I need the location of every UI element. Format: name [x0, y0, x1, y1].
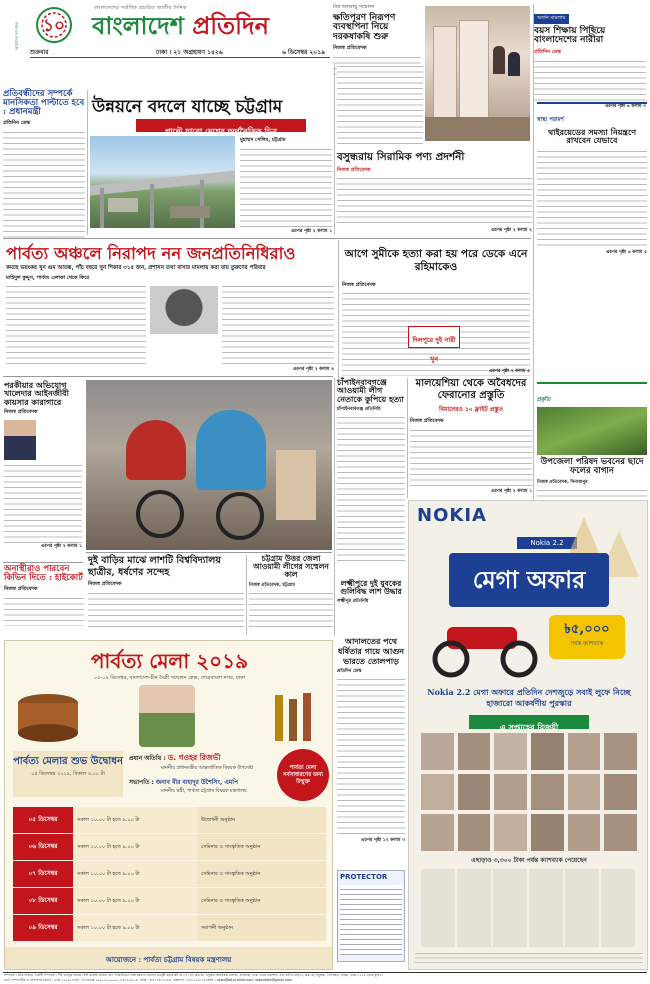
schedule-time: সকাল ১০.০০ টা হতে ৯.০০ টা: [73, 861, 197, 887]
nokia-slogan: Nokia 2.2 মেগা অফারে প্রতিদিন দেশজুড়ে সবাই লুফে নিচ্ছে হাজারো আকর্ষণীয় পুরস্কার: [427, 687, 631, 708]
university-body: [88, 591, 244, 631]
chair-name: জনাব বীর বাহাদুর উশৈসিং, এমপি: [155, 779, 239, 786]
lakshmipur-byline: লক্ষ্মীপুর প্রতিনিধি: [337, 598, 369, 604]
nokia-fineprint: [415, 951, 643, 965]
anonymous-body: [4, 596, 84, 626]
climate-byline: নিজস্ব প্রতিবেদক: [333, 45, 367, 52]
nokia-model: Nokia 2.2: [517, 537, 577, 549]
health-section-label: স্বাস্থ্য পরামর্শ: [537, 117, 564, 123]
schedule-row: [13, 915, 326, 941]
winner-photo: [568, 774, 601, 811]
lead-subhead: [136, 119, 306, 136]
fair-left-title: পার্বত্য মেলার শুভ উদ্বোধন: [13, 756, 123, 767]
lead-body: [240, 147, 332, 227]
fair-ad-pm-photo: [139, 685, 195, 747]
ceramic-body: [337, 176, 532, 226]
upazila-photo: [537, 407, 647, 455]
schedule-time: সকাল ১০.০০ টা হতে ৯.০০ টা: [73, 807, 197, 833]
chapai-byline: চাঁপাইনবাবগঞ্জ প্রতিনিধি: [337, 407, 381, 413]
winner-photo: [458, 733, 491, 770]
newspaper-name-main: বাংলাদেশ: [92, 11, 193, 40]
chapai-body: [337, 415, 405, 565]
hill-body-left: [6, 284, 146, 364]
climate-tag: বিশ্ব জলবায়ু সম্মেলন: [333, 4, 375, 10]
schedule-event: সেমিনার ও সাংস্কৃতিক অনুষ্ঠান: [197, 888, 326, 914]
fair-open-badge: [277, 749, 329, 801]
right-top-cont: এরপর পৃষ্ঠা ৬ কলাম ৩: [604, 103, 646, 109]
right-top-tag: অর্জন মামলায়: [534, 14, 569, 24]
khaleda-photo: [4, 420, 36, 460]
lakshmipur-headline[interactable]: লক্ষ্মীপুরে দুই যুবকের গুলিবিদ্ধ লাশ উদ্ধার: [340, 579, 402, 596]
ceramic-cont: এরপর পৃষ্ঠা ২ কলাম ২: [490, 228, 532, 233]
nokia-ad[interactable]: [408, 500, 648, 970]
court-body: [337, 677, 405, 837]
ctg-north-body: [249, 591, 333, 631]
ctg-north-block: [249, 555, 333, 635]
lead-cont: এরপর পৃষ্ঠা ২ কলাম ১: [290, 229, 332, 234]
malaysia-block: [410, 378, 532, 498]
anonymous-headline[interactable]: অনাস্থীরাও পারবেন কিভিন দিতে : হাইকোর্ট: [4, 564, 83, 583]
chair-label: সভাপতি :: [129, 779, 154, 786]
motorbike-icon: [427, 609, 547, 679]
fair-ad-venue: ০৫-০৯ ডিসেম্বর, বাংলাদেশ-চীন মৈত্রী সম্মেলন কেন্দ্র, শেরেবাংলা নগর, ঢাকা: [93, 675, 246, 681]
lakshmipur-block: [337, 580, 405, 636]
court-block: [337, 636, 405, 866]
fair-schedule: [13, 807, 326, 943]
climate-headline[interactable]: ক্ষতিপূরণ নিরূপণ ব্যবস্থাপনা নিয়ে দরকষাকষি শুরু: [333, 13, 396, 42]
dateline: ঢাকা । ২১ অগ্রহায়ণ ১৪২৬: [156, 49, 223, 56]
health-cont: এরপর পৃষ্ঠা ৬ কলাম ৫: [605, 249, 647, 255]
nokia-cashback-badge: [549, 615, 625, 659]
fair-ad[interactable]: [4, 640, 333, 970]
weekday: শুক্রবার: [30, 49, 49, 56]
nokia-winners-grid: [421, 733, 637, 851]
winner-photo: [458, 814, 491, 851]
sumi-headline[interactable]: আগে সুমীকে হত্যা করা হয় পরে ডেকে এনে রহিমাকেও: [344, 248, 528, 273]
winner-photo: [421, 814, 454, 851]
right-top-box: [534, 4, 646, 109]
chair-role: মাননীয় মন্ত্রী, পার্বত্য চট্টগ্রাম বিষয়ক মন্ত্রণালয়: [161, 789, 247, 794]
winner-photo: [531, 774, 564, 811]
fair-ad-title: পার্বত্য মেলা ২০১৯: [90, 649, 249, 673]
khaleda-block: [4, 381, 82, 561]
anniversary-badge: [30, 6, 78, 44]
schedule-event: সেমিনার ও সাংস্কৃতিক অনুষ্ঠান: [197, 834, 326, 860]
nokia-offer-banner: [449, 553, 609, 607]
hill-byline: মাহিদুল কুদ্দুস, পার্বত্য এলাকা থেকে ফিরে: [6, 275, 90, 281]
nokia-note: এছাড়াও ৩,৩০০ টাকা পর্যন্ত ক্যাশব্যাক পেয়েছেন: [471, 857, 587, 864]
university-block: [88, 555, 244, 635]
ceramic-photo: [425, 6, 530, 141]
university-byline: নিজস্ব প্রতিবেদক: [88, 581, 122, 587]
upazila-section: [537, 382, 647, 405]
ctg-photo: [90, 136, 235, 228]
masthead-rule: [30, 57, 330, 58]
protector-label: PROTECTOR: [340, 873, 388, 881]
khaleda-body: [4, 463, 82, 543]
chief-guest-label: প্রধান অতিথি :: [129, 755, 166, 762]
khaleda-headline[interactable]: পরকীয়ার অভিযোগ খালেদার আইনজীবী কায়সার কারাগারে: [4, 380, 69, 407]
health-body: [537, 149, 647, 249]
instruments-icon: [267, 691, 327, 745]
fair-left-panel: [13, 751, 123, 797]
winner-photo: [568, 733, 601, 770]
date-right: ৬ ডিসেম্বর ২০১৯: [281, 49, 325, 56]
protector-table: [340, 885, 402, 955]
hill-body-right: [222, 284, 334, 364]
court-cont: এরপর পৃষ্ঠা ১২ কলাম ৩: [360, 838, 405, 843]
winner-photo: [604, 774, 637, 811]
winner-photo: [458, 774, 491, 811]
health-headline[interactable]: থাইরয়েডের সমস্যা নিয়ন্ত্রণে রাখবেন যেভাবে: [547, 127, 637, 146]
court-byline: প্রতিদিন ডেস্ক: [337, 669, 362, 674]
anniversary-number: ১০: [42, 16, 66, 36]
hill-headline[interactable]: পার্বত্য অঞ্চলে নিরাপদ নন জনপ্রতিনিধিরাও: [6, 244, 296, 263]
imprint-line-1: সম্পাদক : নঈম নিজাম, নির্বাহী সম্পাদক : পীর হাবিবুর রহমান। ইস্ট ওয়েস্ট মিডিয়া গ্রুপ লিমিটেডের পক্ষে ময়নাল হোসেন চৌধুরী কর্তৃক প্লট নং-৩৭১/এ, ব্লক-ডি, বসুন্ধরা আবাসিক এলাকা, বারিধারা, ঢাকা থেকে প্রকাশিত এবং প্লট নং-সি/৫২, ব্লক-কে, বসুন্ধরা, খিলক্ষেত, বাড্ডা, ঢাকা-১২২৯ থেকে মুদ্রিত।: [4, 973, 383, 977]
fair-open-badge-text: পার্বত্য মেলা সর্বসাধারণের জন্য উন্মুক্ত: [283, 764, 323, 785]
anonymous-block: [4, 565, 84, 645]
khaleda-byline: নিজস্ব প্রতিবেদক: [4, 409, 38, 416]
schedule-row: [13, 888, 326, 914]
schedule-event: উদ্বোধনী অনুষ্ঠান: [197, 807, 326, 833]
protector-ad[interactable]: [337, 870, 405, 962]
fair-ad-footer: [5, 947, 332, 969]
ceramic-byline: নিজস্ব প্রতিবেদক: [337, 167, 371, 173]
schedule-row: [13, 807, 326, 833]
ctg-north-byline: নিজস্ব প্রতিবেদক, চট্টগ্রাম: [249, 582, 295, 588]
climate-box: [333, 4, 421, 62]
sumi-cont: এরপর পৃষ্ঠা ২ কলাম ৫: [488, 369, 530, 374]
ceramic-headline[interactable]: বসুন্ধরায় সিরামিক পণ্য প্রদর্শনী: [337, 151, 465, 163]
university-headline[interactable]: দুই বাড়ির মাঝে লাশটি বিশ্ববিদ্যালয় ছাত্রীর, ধর্ষণের সন্দেহ: [88, 555, 221, 578]
malaysia-headline[interactable]: মালয়েশিয়া থেকে অবৈধদের ফেরানোর প্রস্তুতি: [415, 378, 527, 401]
winner-photo: [421, 733, 454, 770]
upazila-section-label: প্রকৃতি: [537, 397, 551, 403]
pm-byline: প্রতিদিন ডেস্ক: [3, 119, 31, 126]
schedule-time: সকাল ১০.০০ টা হতে ৯.০০ টা: [73, 915, 197, 941]
nokia-cashback-label: পর্যন্ত ক্যাশব্যাক: [570, 641, 604, 647]
lead-subhead-text: পাল্টে যাবো দেশের অর্থনৈতিক চিত্র: [164, 126, 278, 136]
schedule-day: ০৭ ডিসেম্বর: [13, 861, 73, 887]
chapai-headline[interactable]: চাঁপাইনবাবগঞ্জে আওয়ামী লীগ নেতাকে কুপিয়ে হত্যা: [337, 377, 404, 404]
winner-photo: [604, 733, 637, 770]
malaysia-byline: নিজস্ব প্রতিবেদক: [410, 418, 444, 424]
nokia-offer-text: মেগা অফার: [472, 565, 586, 594]
court-headline[interactable]: আদালতের পথে ধর্ষিতার গায়ে আগুন ভারতে তোলপাড়: [337, 636, 405, 666]
nokia-winners-title: [469, 715, 589, 732]
fair-left-date: ০৫ ডিসেম্বর ২০১৯, বিকাল ৩.০০ টা: [31, 771, 105, 777]
sumi-box-text: দিলপুরে দুই নারী খুন: [412, 336, 456, 363]
sumi-byline: নিজস্ব প্রতিবেদক: [342, 282, 376, 288]
schedule-time: সকাল ১০.০০ টা হতে ৯.০০ টা: [73, 888, 197, 914]
schedule-day: ০৮ ডিসেম্বর: [13, 888, 73, 914]
hill-inset-photo: [150, 286, 218, 334]
schedule-day: ০৬ ডিসেম্বর: [13, 834, 73, 860]
pm-story: [3, 90, 85, 236]
newspaper-name-accent: প্রতিদিন: [192, 11, 269, 40]
sumi-box: [408, 326, 460, 363]
anniversary-caption: আমাদের দশ বছর: [14, 22, 19, 50]
newspaper-name: [92, 12, 312, 42]
nokia-cashback-amount: ৳৫,০০০: [564, 622, 610, 637]
malaysia-body: [410, 428, 532, 488]
fair-guest-panel: [129, 753, 274, 803]
chief-guest-name: ড. গওহর রিজভী: [167, 753, 221, 762]
hill-sub: কমছে ভয়ংকর খুন গুম আতঙ্ক, পাঁচ বছরে খুন শিকার ৩১৫ জন, প্রশাসন তথা বাসার মামলায় করা যায় তুরুণের পরিবার: [6, 265, 266, 271]
winner-photo: [494, 774, 527, 811]
lead-byline: মুহাম্মদ সেলিম, চট্টগ্রাম: [240, 137, 286, 143]
right-top-headline[interactable]: বয়স শিক্ষায় পিছিয়ে বাংলাদেশের নারীরা: [534, 26, 606, 46]
schedule-day: ০৫ ডিসেম্বর: [13, 807, 73, 833]
drum-icon: [13, 691, 83, 745]
rickshaw-photo: [86, 380, 332, 550]
lead-headline[interactable]: উন্নয়নে বদলে যাচ্ছে চট্টগ্রাম: [92, 97, 283, 117]
khaleda-cont: এরপর পৃষ্ঠা ২ কলাম ১: [40, 544, 82, 550]
winner-photo: [531, 733, 564, 770]
chief-guest-role: মাননীয় প্রধানমন্ত্রীর আন্তর্জাতিক বিষয়ক উপদেষ্টা: [161, 766, 254, 771]
ctg-north-headline[interactable]: চট্টগ্রাম উত্তর জেলা আওয়ামী লীগের সম্মেলন কাল: [253, 554, 329, 579]
fair-ad-footer-text: আয়োজনে : পার্বত্য চট্টগ্রাম বিষয়ক মন্ত্রণালয়: [105, 955, 232, 964]
ceramic-lines: [337, 64, 423, 144]
schedule-day: ০৯ ডিসেম্বর: [13, 915, 73, 941]
anonymous-byline: নিজস্ব প্রতিবেদক: [4, 585, 38, 592]
winner-photo: [421, 774, 454, 811]
hill-cont: এরপর পৃষ্ঠা ২ কলাম ৪: [292, 367, 334, 372]
malaysia-sub: বিমানেরও ১০ ফ্লাইট প্রস্তুত: [438, 406, 504, 413]
upazila-headline[interactable]: উপজেলা পরিষদ ভবনের ছাদে ফলের বাগান: [540, 457, 644, 476]
schedule-row: [13, 834, 326, 860]
winner-photo: [494, 814, 527, 851]
right-top-body: [534, 59, 646, 103]
pm-headline[interactable]: প্রতিবন্ধীদের সম্পর্কে মানসিকতা পাল্টাতে হবে : প্রধানমন্ত্রী: [3, 89, 85, 117]
upazila-byline: নিজস্ব প্রতিবেদক, দিনাজপুর: [537, 479, 588, 485]
masthead-tagline: বাংলাদেশের সর্বাধিক প্রচারিত জাতীয় দৈনিক: [94, 5, 187, 11]
nokia-more-winners: [421, 869, 637, 947]
schedule-event: সমাপনী অনুষ্ঠান: [197, 915, 326, 941]
right-top-byline: প্রতিদিন ডেস্ক: [534, 48, 562, 55]
winner-photo: [531, 814, 564, 851]
health-block: [537, 102, 647, 262]
malaysia-cont: এরপর পৃষ্ঠা ২ কলাম ১: [490, 489, 532, 494]
health-section: [537, 102, 647, 125]
winner-photo: [604, 814, 637, 851]
schedule-row: [13, 861, 326, 887]
winner-photo: [494, 733, 527, 770]
nokia-winners-title-text: এ সপ্তাহের বিজয়ী: [499, 722, 559, 732]
nokia-logo: NOKIA: [417, 505, 487, 526]
imprint: [4, 973, 646, 984]
chapai-block: [337, 378, 405, 578]
schedule-time: সকাল ১০.০০ টা হতে ৯.০০ টা: [73, 834, 197, 860]
pm-body: [3, 130, 85, 238]
schedule-event: সেমিনার ও সাংস্কৃতিক অনুষ্ঠান: [197, 861, 326, 887]
winner-photo: [568, 814, 601, 851]
imprint-line-2: বার্তা, সম্পাদকীয় ও বাণিজ্যিক বিভাগ : ঢাকা-১২২৯। ফোন : পিএবিএক্স ০৯৬১২১২০০০০, ৮৪৩২৩৬১-৪, ফ্যাক্স : বার্তা ৮৪৩২৩৬৪, বিজ্ঞাপন : ৮৪৩২৩৬৩। ই-মেইল : news@bd-pratidin.com, bdpratidin@gmail.com: [4, 978, 292, 982]
